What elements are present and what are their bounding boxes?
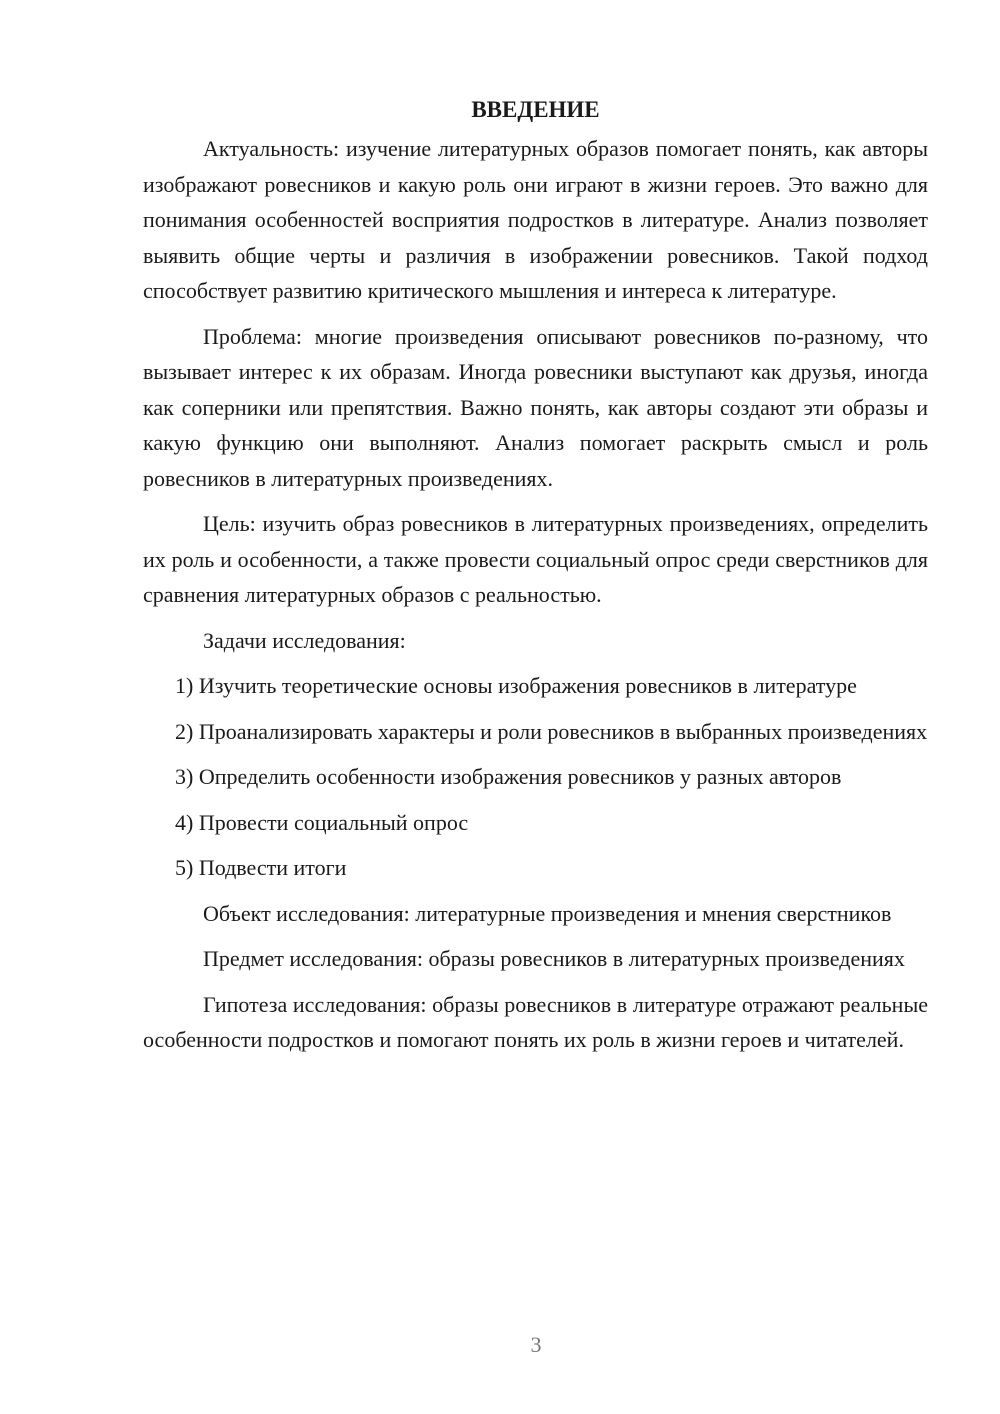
relevance-paragraph: Актуальность: изучение литературных образов помогает понять, как авторы изображают ровесников и какую роль они играют в жизни героев. Это важно для понимания особенностей восприятия подростков в литературе. Анализ позволяет выявить общие черты и различия в изображении ровесников. Такой подход способствует развитию критического мышления и интереса к литературе.	[143, 136, 928, 303]
hypothesis-paragraph: Гипотеза исследования: образы ровесников в литературе отражают реальные особенности подростков и помогают понять их роль в жизни героев и читателей.	[143, 991, 928, 1052]
page-number: 3	[530, 1332, 542, 1357]
page-title: ВВЕДЕНИЕ	[471, 97, 600, 122]
tasks-list	[143, 668, 928, 886]
document-page	[143, 92, 928, 1068]
list-item: 4) Провести социальный опрос	[175, 809, 469, 835]
list-item: 5) Подвести итоги	[175, 855, 347, 880]
list-item: 2) Проанализировать характеры и роли ровесников в выбранных произведениях	[175, 718, 928, 744]
problem-paragraph: Проблема: многие произведения описывают ровесников по-разному, что вызывает интерес к их образам. Иногда ровесники выступают как друзья, иногда как соперники или препятствия. Важно понять, как авторы создают эти образы и какую функцию они выполняют. Анализ помогает раскрыть смысл и роль ровесников в литературных произведениях.	[143, 323, 928, 491]
subject-paragraph: Предмет исследования: образы ровесников в литературных произведениях	[203, 946, 905, 971]
list-item: 1) Изучить теоретические основы изображения ровесников в литературе	[175, 673, 857, 698]
tasks-heading: Задачи исследования:	[203, 627, 406, 653]
goal-paragraph: Цель: изучить образ ровесников в литературных произведениях, определить их роль и особенности, а также провести социальный опрос среди сверстников для сравнения литературных образов с реальностью.	[143, 511, 928, 607]
list-item: 3) Определить особенности изображения ровесников у разных авторов	[175, 764, 842, 789]
object-paragraph: Объект исследования: литературные произведения и мнения сверстников	[203, 900, 892, 926]
